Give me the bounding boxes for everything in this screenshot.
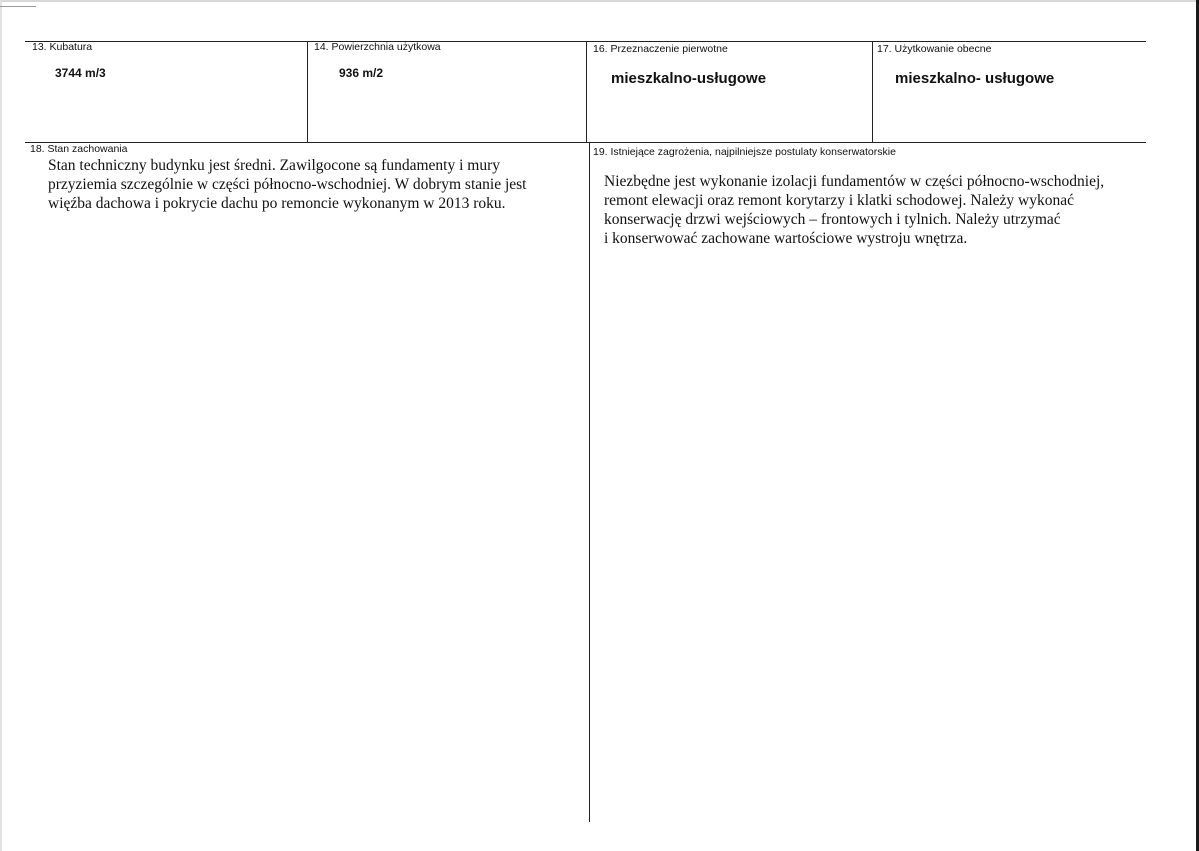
zagrozenia-text: [604, 172, 1116, 248]
powierzchnia-value: 936 m/2: [339, 66, 384, 80]
column-divider-1: [307, 41, 308, 143]
stan-line: więźba dachowa i pokrycie dachu po remoncie wykonanym w 2013 roku.: [48, 195, 506, 212]
zagrozenia-line: remont elewacji oraz remont korytarzy i klatki schodowej. Należy wykonać: [604, 192, 1074, 209]
kubatura-value: 3744 m/3: [55, 66, 106, 80]
zagrozenia-line: konserwację drzwi wejściowych – frontowych i tylnich. Należy utrzymać: [604, 211, 1061, 228]
przeznaczenie-label: 16. Przeznaczenie pierwotne: [593, 43, 728, 55]
column-divider-3: [872, 41, 873, 143]
scan-mark: [0, 6, 36, 7]
uzytkowanie-label: 17. Użytkowanie obecne: [877, 43, 992, 55]
stan-text: [48, 156, 538, 213]
column-divider-lower: [589, 142, 590, 822]
scan-edge-top: [0, 0, 1199, 2]
stan-line: Stan techniczny budynku jest średni. Zawilgocone są fundamenty i mury: [48, 157, 500, 174]
zagrozenia-line: i konserwować zachowane wartościowe wystroju wnętrza.: [604, 230, 968, 247]
uzytkowanie-value: mieszkalno- usługowe: [895, 70, 1055, 87]
stan-line: przyziemia szczególnie w części północno-wschodniej. W dobrym stanie jest: [48, 176, 527, 193]
stan-label: 18. Stan zachowania: [30, 143, 128, 155]
kubatura-label: 13. Kubatura: [32, 41, 93, 53]
przeznaczenie-value: mieszkalno-usługowe: [611, 70, 767, 87]
zagrozenia-label: 19. Istniejące zagrożenia, najpilniejsze postulaty konserwatorskie: [593, 146, 896, 158]
scan-edge-left: [0, 0, 2, 851]
zagrozenia-line: Niezbędne jest wykonanie izolacji fundamentów w części północno-wschodniej,: [604, 173, 1105, 190]
powierzchnia-label: 14. Powierzchnia użytkowa: [314, 41, 441, 53]
column-divider-2: [586, 41, 587, 143]
